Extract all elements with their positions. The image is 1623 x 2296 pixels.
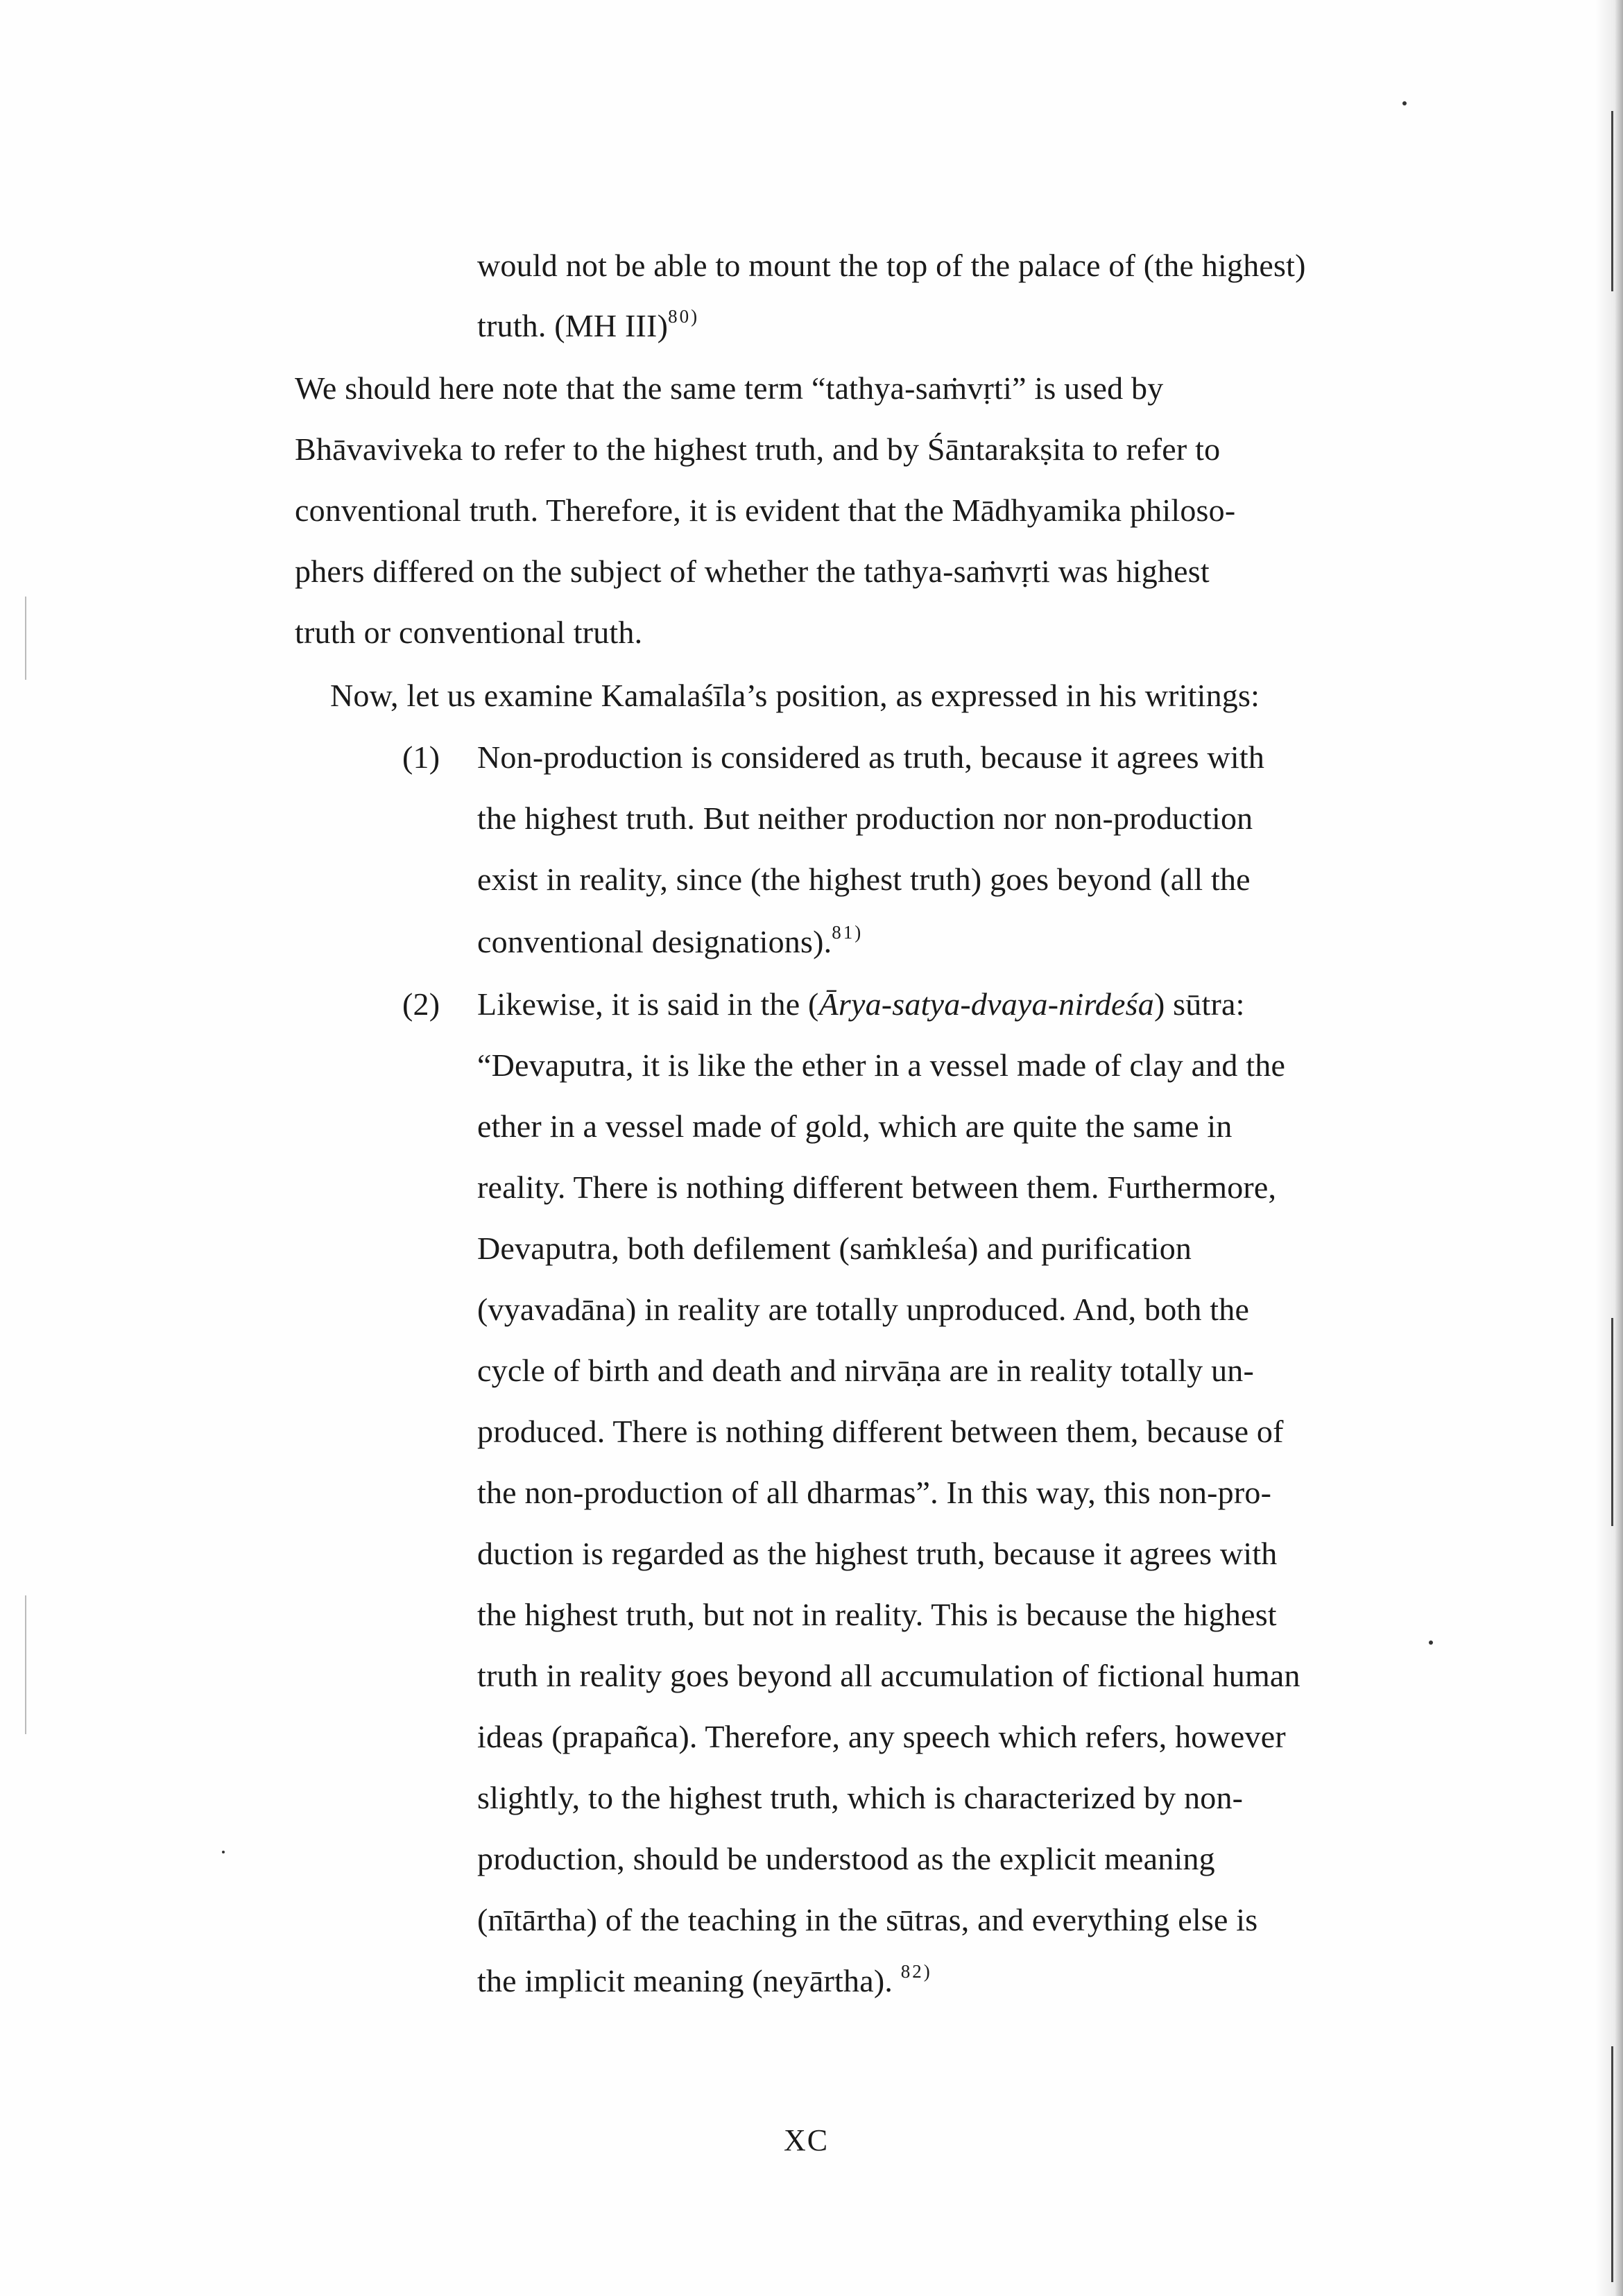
- footnote-ref-81: 81): [832, 922, 864, 943]
- text-line: production, should be understood as the explicit meaning: [477, 1841, 1215, 1876]
- text-span: truth. (MH III): [477, 308, 669, 343]
- text-line: the non-production of all dharmas”. In this way, this non-pro-: [477, 1475, 1272, 1510]
- scan-speck: [1402, 101, 1407, 105]
- list-number: (1): [402, 739, 440, 775]
- text-line: “Devaputra, it is like the ether in a vessel made of clay and the: [477, 1047, 1286, 1083]
- text-line: conventional truth. Therefore, it is evident that the Mādhyamika philoso-: [295, 492, 1236, 528]
- list-number: (2): [402, 986, 440, 1022]
- text-line: would not be able to mount the top of the palace of (the highest): [477, 248, 1306, 283]
- text-line: duction is regarded as the highest truth, because it agrees with: [477, 1536, 1278, 1571]
- scan-edge-shadow: [1595, 0, 1623, 2296]
- page-number: XC: [784, 2123, 830, 2157]
- text-span: Likewise, it is said in the (: [477, 986, 819, 1022]
- scan-edge-mark: [1611, 2046, 1613, 2282]
- scan-edge-mark: [1611, 111, 1613, 291]
- text-line: ether in a vessel made of gold, which are quite the same in: [477, 1108, 1233, 1144]
- text-line: exist in reality, since (the highest truth) goes beyond (all the: [477, 862, 1251, 897]
- scan-gutter-mark: [25, 1595, 26, 1734]
- text-line: (nītārtha) of the teaching in the sūtras, and everything else is: [477, 1902, 1258, 1937]
- text-line: [477, 1962, 932, 2005]
- scan-edge-mark: [1611, 1318, 1613, 1526]
- text-line: ideas (prapañca). Therefore, any speech which refers, however: [477, 1719, 1286, 1754]
- text-line: Bhāvaviveka to refer to the highest truth, and by Śāntarakṣita to refer to: [295, 431, 1221, 467]
- text-line: We should here note that the same term “tathya-saṁvṛti” is used by: [295, 370, 1164, 406]
- scan-gutter-mark: [25, 597, 26, 680]
- sutra-title: Ārya-satya-dvaya-nirdeśa: [818, 986, 1154, 1022]
- text-line: Devaputra, both defilement (saṁkleśa) and purification: [477, 1231, 1192, 1266]
- text-span: the implicit meaning (neyārtha).: [477, 1963, 901, 1998]
- text-line: the highest truth, but not in reality. This is because the highest: [477, 1597, 1277, 1632]
- text-line: truth or conventional truth.: [295, 615, 643, 650]
- scan-speck: [222, 1851, 225, 1853]
- text-line: [477, 307, 699, 350]
- text-line: truth in reality goes beyond all accumulation of fictional human: [477, 1658, 1300, 1693]
- text-line: Non-production is considered as truth, because it agrees with: [477, 739, 1265, 775]
- footnote-ref-80: 80): [668, 306, 700, 327]
- text-line: phers differed on the subject of whether the tathya-saṁvṛti was highest: [295, 554, 1210, 589]
- text-line: Now, let us examine Kamalaśīla’s position, as expressed in his writings:: [330, 678, 1260, 713]
- text-line: cycle of birth and death and nirvāṇa are in reality totally un-: [477, 1353, 1254, 1388]
- text-line: produced. There is nothing different between them, because of: [477, 1414, 1284, 1449]
- text-line: slightly, to the highest truth, which is characterized by non-: [477, 1780, 1244, 1815]
- text-span: ) sūtra:: [1153, 986, 1245, 1022]
- text-line: the highest truth. But neither production nor non-production: [477, 800, 1253, 836]
- footnote-ref-82: 82): [900, 1961, 932, 1982]
- text-span: conventional designations).: [477, 924, 832, 959]
- scan-speck: [1429, 1640, 1433, 1645]
- text-line: (vyavadāna) in reality are totally unproduced. And, both the: [477, 1292, 1250, 1327]
- text-line: [477, 985, 1245, 1024]
- text-line: [477, 923, 863, 966]
- text-line: reality. There is nothing different between them. Furthermore,: [477, 1170, 1277, 1205]
